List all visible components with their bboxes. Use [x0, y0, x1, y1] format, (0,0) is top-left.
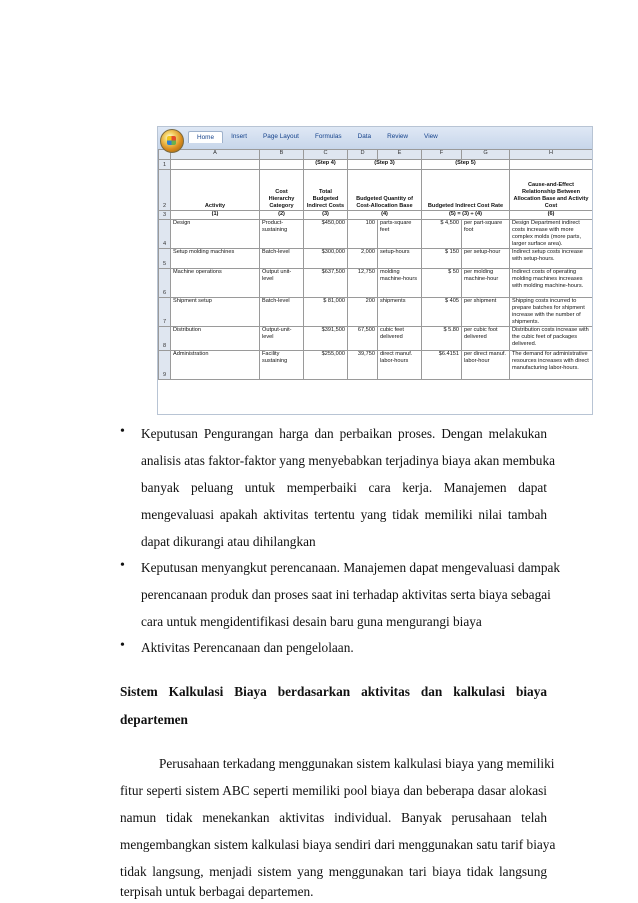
col-header: E — [378, 150, 422, 160]
col-header: H — [510, 150, 593, 160]
header-total-budgeted: Total Budgeted Indirect Costs — [304, 170, 348, 211]
table-cell-rate-unit: per cubic foot delivered — [462, 327, 510, 351]
paragraph-line: terpisah untuk berbagai departemen. — [120, 884, 314, 899]
col-header: B — [260, 150, 304, 160]
table-cell-rate: $ 5.80 — [422, 327, 462, 351]
tab-review: Review — [387, 133, 409, 140]
step4-label: (Step 4) — [304, 160, 348, 170]
table-cell-qty: 39,750 — [348, 351, 378, 380]
bullet1-line: banyak peluang untuk memperbaiki cara kerja. Manajemen dapat — [141, 480, 547, 495]
office-button-icon — [160, 129, 184, 153]
tab-formulas: Formulas — [314, 133, 342, 140]
table-cell-rate-unit: per molding machine-hour — [462, 269, 510, 298]
header-cost-hierarchy: Cost Hierarchy Category — [260, 170, 304, 211]
col-header: C — [304, 150, 348, 160]
row-number: 6 — [159, 269, 171, 298]
col-index: (3) — [304, 211, 348, 220]
table-cell-activity: Shipment setup — [171, 298, 260, 327]
table-cell-category: Product-sustaining — [260, 220, 304, 249]
col-index: (1) — [171, 211, 260, 220]
paragraph-line: mengembangkan sistem kalkulasi biaya sendiri dari menggunakan satu tarif biaya — [120, 837, 556, 852]
table-cell-relation: The demand for administrative resources increases with direct manufacturing labor-hours. — [510, 351, 593, 380]
table-cell-base: cubic feet delivered — [378, 327, 422, 351]
paragraph-line: Perusahaan terkadang menggunakan sistem kalkulasi biaya yang memiliki — [159, 756, 555, 771]
table-cell-activity: Administration — [171, 351, 260, 380]
row-number: 8 — [159, 327, 171, 351]
step3-label: (Step 3) — [348, 160, 422, 170]
table-cell-relation: Distribution costs increase with the cubic feet of packages delivered. — [510, 327, 593, 351]
table-cell-category: Output-unit-level — [260, 327, 304, 351]
row-number: 4 — [159, 220, 171, 249]
table-cell-cost: $ 81,000 — [304, 298, 348, 327]
ribbon-tabs — [188, 131, 446, 143]
bullet2-line: Keputusan menyangkut perencanaan. Manajemen dapat mengevaluasi dampak — [141, 560, 561, 575]
col-index: (6) — [510, 211, 593, 220]
header-cause-effect: Cause-and-Effect Relationship Between Allocation Base and Activity Cost — [510, 170, 593, 211]
row-number: 7 — [159, 298, 171, 327]
section-heading-cont: departemen — [120, 712, 188, 727]
table-cell-cost: $255,000 — [304, 351, 348, 380]
table-cell-qty: 12,750 — [348, 269, 378, 298]
bullet1-line: analisis atas faktor-faktor yang menyebabkan terjadinya biaya akan membuka — [141, 453, 555, 468]
row-number: 5 — [159, 249, 171, 269]
table-cell-qty: 67,500 — [348, 327, 378, 351]
table-cell-qty: 2,000 — [348, 249, 378, 269]
header-budgeted-rate: Budgeted Indirect Cost Rate — [422, 170, 510, 211]
table-cell-cost: $391,500 — [304, 327, 348, 351]
table-cell-base: molding machine-hours — [378, 269, 422, 298]
table-cell-relation: Indirect costs of operating molding machines increases with molding machine-hours. — [510, 269, 593, 298]
table-cell-qty: 200 — [348, 298, 378, 327]
table-cell-rate: $ 4,500 — [422, 220, 462, 249]
table-cell-cost: $450,000 — [304, 220, 348, 249]
bullet2-line: perencanaan produk dan proses saat ini terhadap aktivitas serta biaya sebagai — [141, 587, 551, 602]
tab-data: Data — [357, 133, 372, 140]
tab-view: View — [424, 133, 438, 140]
activity-cost-table — [158, 149, 593, 380]
bullet1-line: Keputusan Pengurangan harga dan perbaikan proses. Dengan melakukan — [141, 426, 547, 441]
table-cell-category: Facility sustaining — [260, 351, 304, 380]
table-cell-category: Batch-level — [260, 298, 304, 327]
header-activity: Activity — [171, 170, 260, 211]
col-index: (4) — [348, 211, 422, 220]
table-cell-relation: Indirect setup costs increase with setup-hours. — [510, 249, 593, 269]
table-cell-cost: $300,000 — [304, 249, 348, 269]
bullet1-line: dapat dikurangi atau dihilangkan — [141, 534, 316, 549]
table-cell-activity: Design — [171, 220, 260, 249]
table-cell-qty: 100 — [348, 220, 378, 249]
row-number: 1 — [159, 160, 171, 170]
table-cell-rate: $ 50 — [422, 269, 462, 298]
table-cell-base: direct manuf. labor-hours — [378, 351, 422, 380]
row-number: 3 — [159, 211, 171, 220]
table-cell-category: Output unit-level — [260, 269, 304, 298]
bullet1-line: mengevaluasi apakah aktivitas tertentu yang tidak memiliki nilai tambah — [141, 507, 547, 522]
table-cell-activity: Setup molding machines — [171, 249, 260, 269]
bullet-icon: • — [120, 558, 125, 573]
col-index: (2) — [260, 211, 304, 220]
spreadsheet-screenshot — [157, 126, 593, 415]
col-header: F — [422, 150, 462, 160]
paragraph-line: fitur seperti sistem ABC seperti memiliki pool biaya dan beberapa dasar alokasi — [120, 783, 547, 798]
bullet-icon: • — [120, 638, 125, 653]
table-cell-base: setup-hours — [378, 249, 422, 269]
table-cell-activity: Distribution — [171, 327, 260, 351]
table-cell-activity: Machine operations — [171, 269, 260, 298]
table-cell-relation: Design Department indirect costs increase with more complex molds (more parts, larger surface area). — [510, 220, 593, 249]
header-budgeted-quantity: Budgeted Quantity of Cost-Allocation Base — [348, 170, 422, 211]
step5-label: (Step 5) — [422, 160, 510, 170]
table-cell-rate: $ 405 — [422, 298, 462, 327]
table-cell-relation: Shipping costs incurred to prepare batches for shipment increase with the number of shipments. — [510, 298, 593, 327]
paragraph-line: namun tidak menekankan aktivitas individual. Banyak perusahaan telah — [120, 810, 547, 825]
section-heading: Sistem Kalkulasi Biaya berdasarkan aktivitas dan kalkulasi biaya — [120, 684, 547, 699]
col-header: D — [348, 150, 378, 160]
table-cell-rate-unit: per shipment — [462, 298, 510, 327]
table-cell-rate-unit: per part-square foot — [462, 220, 510, 249]
table-cell-rate: $ 150 — [422, 249, 462, 269]
table-cell-cost: $637,500 — [304, 269, 348, 298]
tab-insert: Insert — [231, 133, 248, 140]
ribbon — [158, 127, 592, 149]
row-number: 2 — [159, 170, 171, 211]
table-cell-rate-unit: per setup-hour — [462, 249, 510, 269]
col-index: (5) = (3) ÷ (4) — [422, 211, 510, 220]
table-cell-category: Batch-level — [260, 249, 304, 269]
table-cell-rate-unit: per direct manuf. labor-hour — [462, 351, 510, 380]
tab-page-layout: Page Layout — [263, 133, 299, 140]
table-cell-base: shipments — [378, 298, 422, 327]
paragraph-line: tidak langsung, menjadi sistem yang menggunakan tari biaya tidak langsung — [120, 864, 547, 879]
table-cell-base: parts-square feet — [378, 220, 422, 249]
bullet2-line: cara untuk mengidentifikasi desain baru guna mengurangi biaya — [141, 614, 482, 629]
bullet-icon: • — [120, 424, 125, 439]
tab-home: Home — [188, 131, 223, 143]
bullet3-line: Aktivitas Perencanaan dan pengelolaan. — [141, 640, 354, 655]
row-number: 9 — [159, 351, 171, 380]
col-header: G — [462, 150, 510, 160]
col-header: A — [171, 150, 260, 160]
table-cell-rate: $6.4151 — [422, 351, 462, 380]
